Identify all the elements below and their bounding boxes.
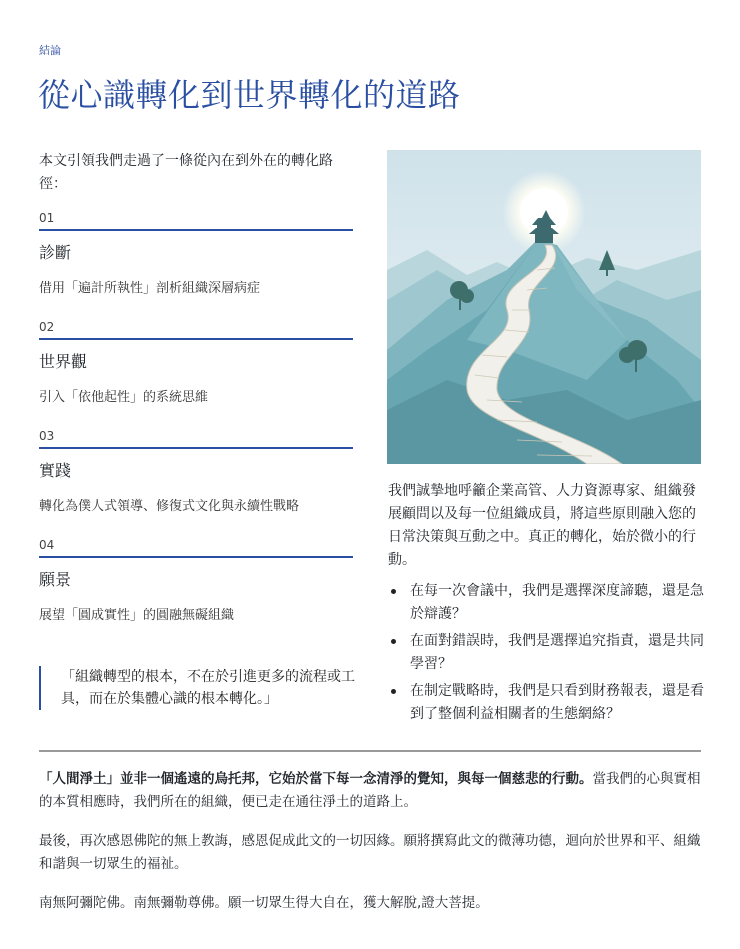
call-to-action-text: 我們誠摯地呼籲企業高管、人力資源專家、組織發展顧問以及每一位組織成員，將這些原則融入您的日常決策與互動之中。真正的轉化，始於微小的行動。 bbox=[388, 483, 696, 568]
step-description: 轉化為僕人式領導、修復式文化與永續性戰略 bbox=[39, 499, 300, 514]
closing-paragraph-2: 最後，再次感恩佛陀的無上教誨，感恩促成此文的一切因緣。願將撰寫此文的微薄功德，迴向於世界和平、組織和諧與一切眾生的福祉。 bbox=[39, 833, 701, 872]
step-01 bbox=[39, 207, 353, 299]
step-title: 世界觀 bbox=[39, 352, 88, 371]
list-item: 在面對錯誤時，我們是選擇追究指責，還是共同學習？ bbox=[388, 630, 704, 676]
step-title: 願景 bbox=[39, 570, 72, 589]
step-04 bbox=[39, 534, 353, 626]
closing-continuation: 當我們的心與實相的本質相應時，我們所在的組織，便已走在通往淨土的道路上。 bbox=[39, 771, 701, 810]
step-title: 診斷 bbox=[39, 243, 72, 262]
bullet-icon bbox=[391, 639, 396, 644]
intro-text: 本文引領我們走過了一條從內在到外在的轉化路徑： bbox=[39, 153, 333, 192]
pull-quote: 「組織轉型的根本，不在於引進更多的流程或工具，而在於集體心識的根本轉化。」 bbox=[39, 666, 381, 710]
list-item: 在每一次會議中，我們是選擇深度諦聽，還是急於辯護？ bbox=[388, 580, 704, 626]
step-number: 04 bbox=[39, 538, 55, 552]
section-divider bbox=[39, 750, 701, 752]
left-column bbox=[39, 150, 353, 626]
bullet-icon bbox=[391, 589, 396, 594]
step-number: 02 bbox=[39, 320, 55, 334]
reflection-list bbox=[388, 580, 704, 730]
mountain-pagoda-path-illustration bbox=[387, 150, 701, 464]
step-description: 展望「圓成實性」的圓融無礙組織 bbox=[39, 608, 235, 623]
section-label: 結論 bbox=[39, 44, 61, 57]
step-description: 引入「依他起性」的系統思維 bbox=[39, 390, 209, 405]
closing-emphasis: 「人間淨土」並非一個遙遠的烏托邦，它始於當下每一念清淨的覺知，與每一個慈悲的行動。 bbox=[39, 771, 593, 787]
step-divider bbox=[39, 447, 353, 449]
step-number: 03 bbox=[39, 429, 55, 443]
step-divider bbox=[39, 229, 353, 231]
step-divider bbox=[39, 556, 353, 558]
closing-paragraph-1 bbox=[39, 768, 705, 814]
step-number: 01 bbox=[39, 211, 55, 225]
page-title: 從心識轉化到世界轉化的道路 bbox=[38, 76, 461, 114]
bullet-icon bbox=[391, 689, 396, 694]
list-item: 在制定戰略時，我們是只看到財務報表，還是看到了整個利益相關者的生態網絡？ bbox=[388, 680, 704, 726]
step-title: 實踐 bbox=[39, 461, 72, 480]
step-divider bbox=[39, 338, 353, 340]
step-description: 借用「遍計所執性」剖析組織深層病症 bbox=[39, 281, 261, 296]
step-03 bbox=[39, 425, 353, 517]
closing-paragraph-3: 南無阿彌陀佛。南無彌勒尊佛。願一切眾生得大自在，獲大解脫,證大菩提。 bbox=[39, 895, 489, 911]
closing-section bbox=[39, 768, 705, 931]
step-02 bbox=[39, 316, 353, 408]
